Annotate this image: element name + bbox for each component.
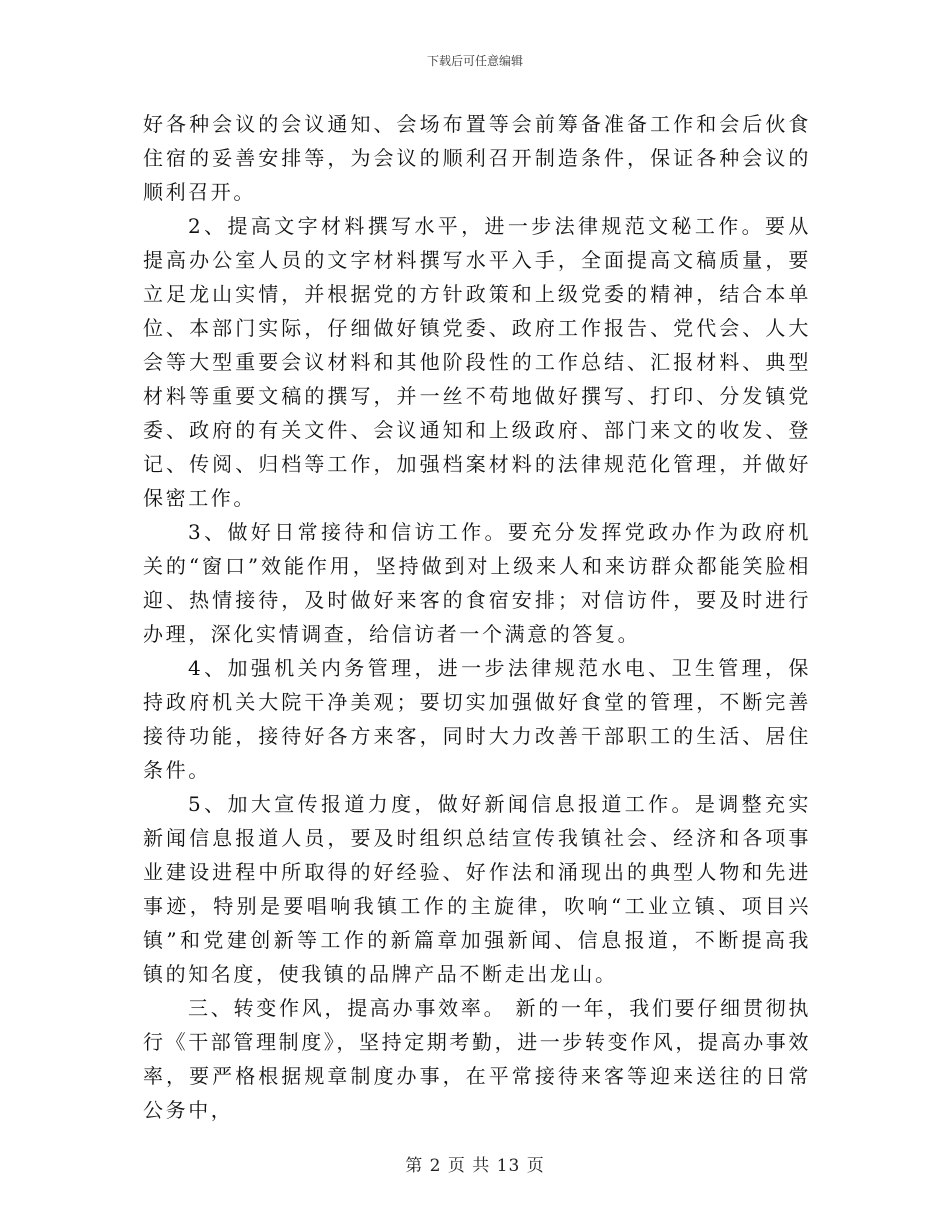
page-number-footer: 第 2 页 共 13 页 <box>405 1156 545 1176</box>
paragraph-item-3: 3、做好日常接待和信访工作。要充分发挥党政办作为政府机关的“窗口”效能作用，坚持做到对上级来人和来访群众都能笑脸相迎、热情接待，及时做好来客的食宿安排；对信访件，要及时进行办理，深化实情调查，给信访者一个满意的答复。 <box>143 520 811 646</box>
paragraph-item-4: 4、加强机关内务管理，进一步法律规范水电、卫生管理，保持政府机关大院干净美观；要切实加强做好食堂的管理，不断完善接待功能，接待好各方来客，同时大力改善干部职工的生活、居住条件。 <box>143 656 811 782</box>
paragraph-section-3: 三、转变作风，提高办事效率。 新的一年，我们要仔细贯彻执行《干部管理制度》，坚持定期考勤，进一步转变作风，提高办事效率，要严格根据规章制度办事，在平常接待来客等迎来送往的日常公务中， <box>143 996 811 1122</box>
page-header: 下载后可任意编辑 <box>426 54 523 68</box>
paragraph-item-2: 2、提高文字材料撰写水平，进一步法律规范文秘工作。要从提高办公室人员的文字材料撰写水平入手，全面提高文稿质量，要立足龙山实情，并根据党的方针政策和上级党委的精神，结合本单位、本部门实际，仔细做好镇党委、政府工作报告、党代会、人大会等大型重要会议材料和其他阶段性的工作总结、汇报材料、典型材料等重要文稿的撰写，并一丝不苟地做好撰写、打印、分发镇党委、政府的有关文件、会议通知和上级政府、部门来文的收发、登记、传阅、归档等工作，加强档案材料的法律规范化管理，并做好保密工作。 <box>143 214 811 510</box>
document-body <box>143 107 811 1127</box>
paragraph-continuation: 好各种会议的会议通知、会场布置等会前筹备准备工作和会后伙食住宿的妥善安排等，为会议的顺利召开制造条件，保证各种会议的顺利召开。 <box>143 112 811 204</box>
paragraph-item-5: 5、加大宣传报道力度，做好新闻信息报道工作。是调整充实新闻信息报道人员，要及时组织总结宣传我镇社会、经济和各项事业建设进程中所取得的好经验、好作法和涌现出的典型人物和先进事迹，特别是要唱响我镇工作的主旋律，吹响“工业立镇、项目兴镇”和党建创新等工作的新篇章加强新闻、信息报道，不断提高我镇的知名度，使我镇的品牌产品不断走出龙山。 <box>143 792 811 986</box>
